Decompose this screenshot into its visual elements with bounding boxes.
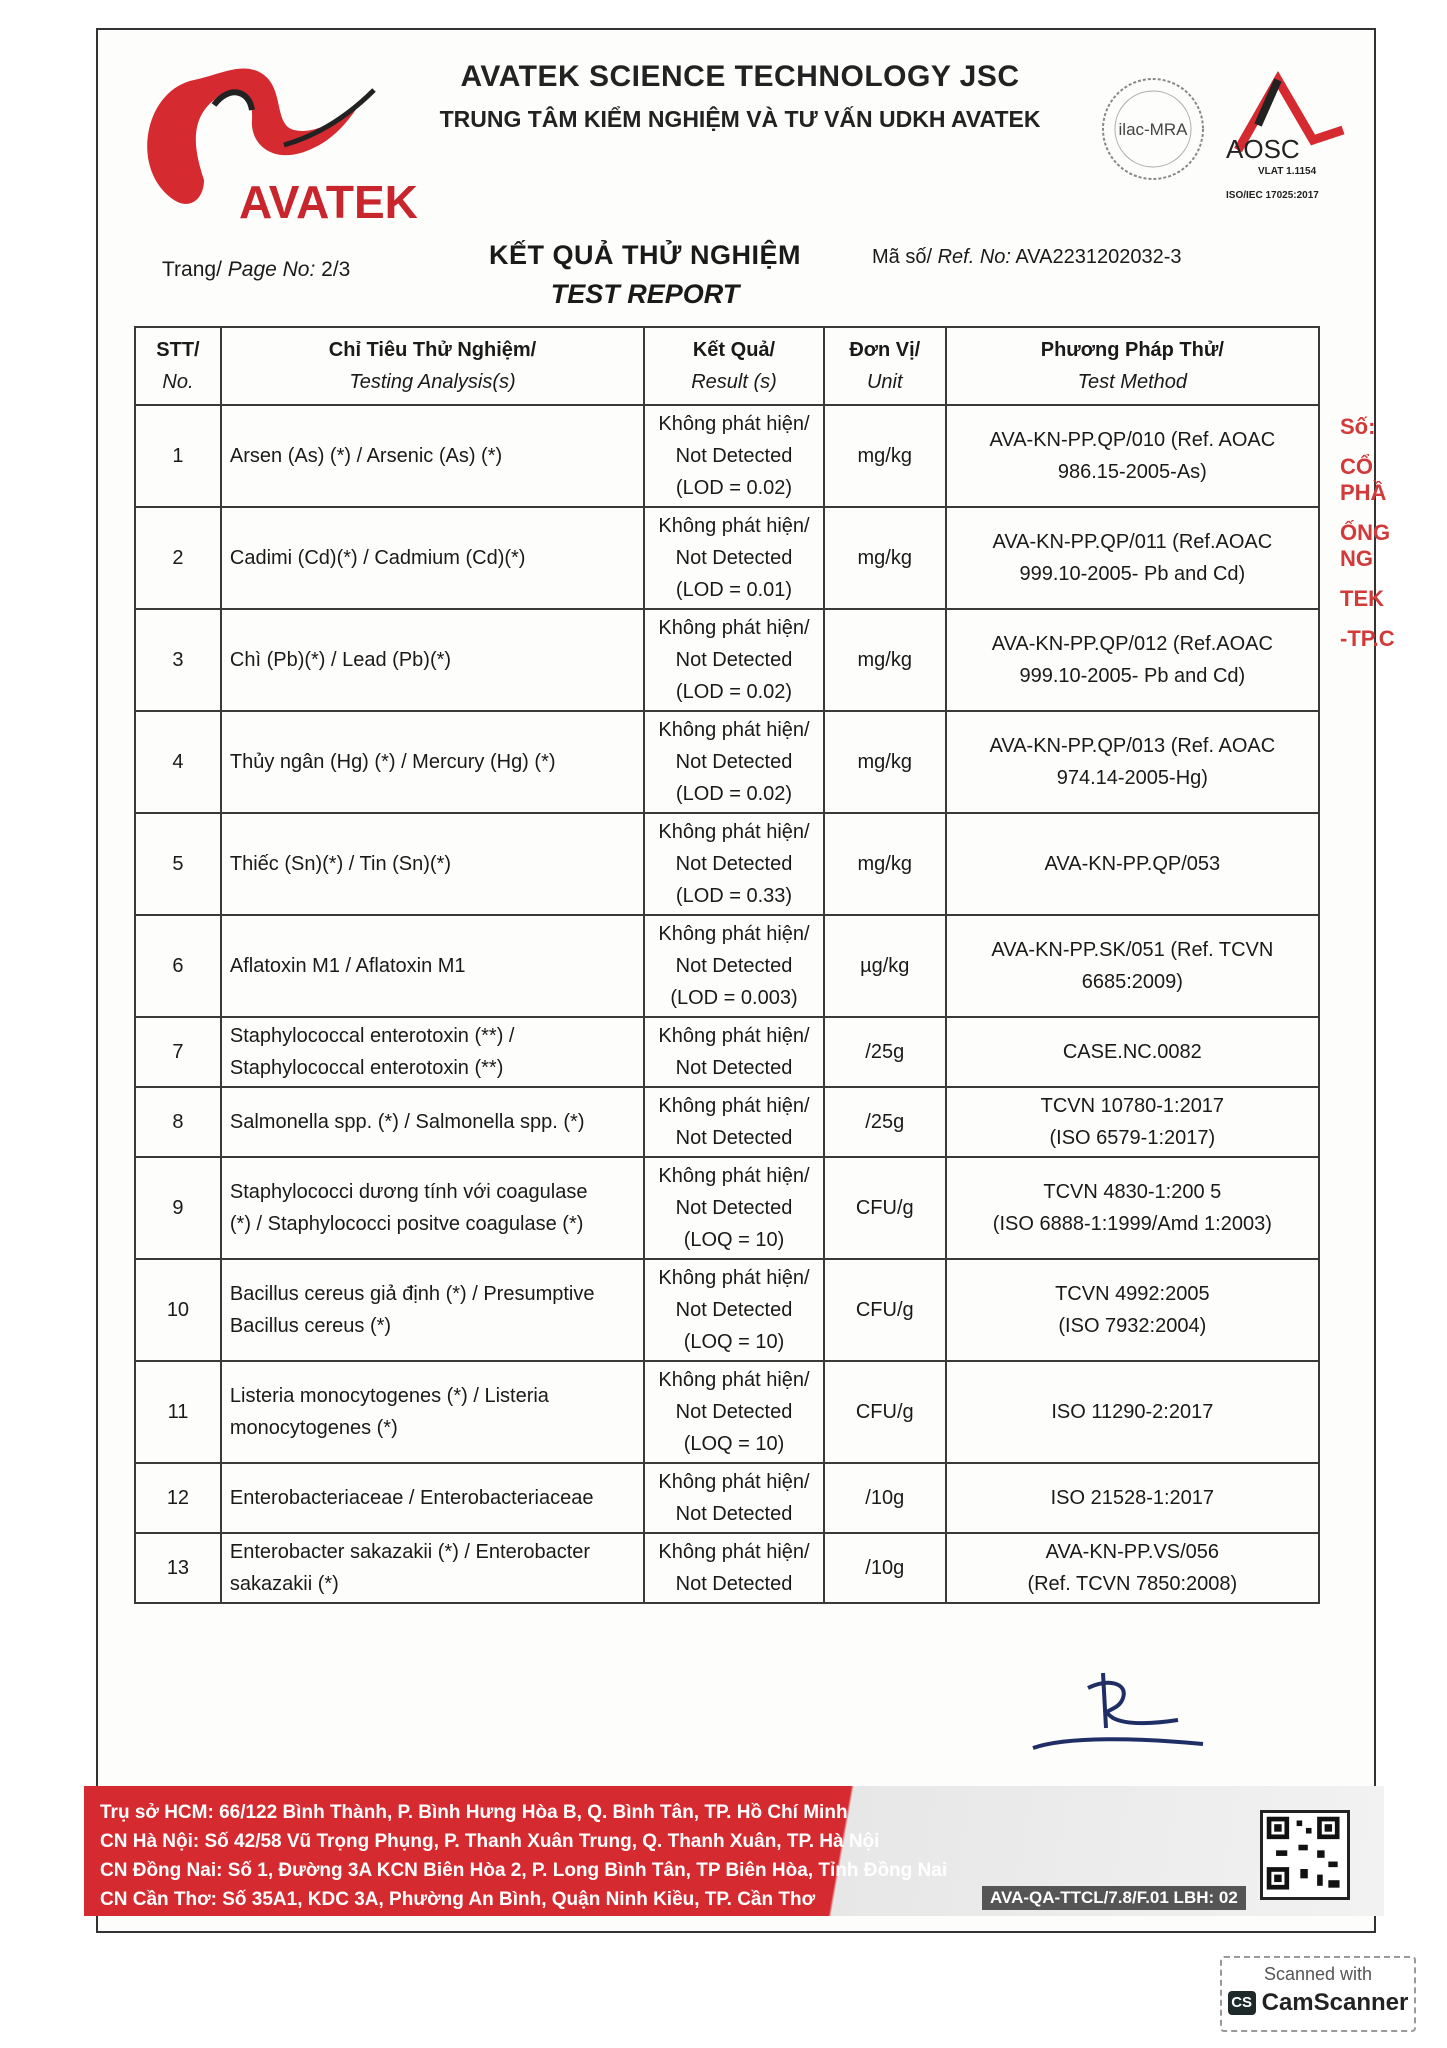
row-result-line: Not Detected: [675, 751, 793, 773]
row-unit: /25g: [824, 1017, 946, 1087]
row-result-line: (LOD = 0.01): [675, 579, 793, 601]
row-analysis: [221, 1463, 644, 1533]
row-result: [644, 915, 824, 1017]
row-unit: /25g: [824, 1087, 946, 1157]
row-unit: mg/kg: [824, 405, 946, 507]
footer-address: CN Đồng Nai: Số 1, Đường 3A KCN Biên Hòa 2, P. Long Bình Tân, TP Biên Hòa, Tỉnh Đồng Nai: [100, 1860, 948, 1881]
row-method: [946, 609, 1319, 711]
page-value: 2/3: [321, 258, 351, 281]
signature: [1028, 1668, 1208, 1768]
ref-value: AVA2231202032-3: [1015, 246, 1182, 268]
row-result-line: Không phát hiện/: [658, 719, 810, 741]
table-row: [135, 609, 1319, 711]
ref-label-en: Ref. No:: [937, 246, 1011, 268]
row-result-line: (LOD = 0.02): [675, 681, 793, 703]
stamp-line: Số:: [1340, 414, 1376, 439]
row-analysis-line: sakazakii (*): [229, 1573, 339, 1595]
row-analysis-line: Aflatoxin M1 / Aflatoxin M1: [229, 955, 466, 977]
table-row: [135, 1017, 1319, 1087]
row-method: [946, 1087, 1319, 1157]
row-analysis-line: (*) / Staphylococci positve coagulase (*): [229, 1213, 584, 1235]
row-result-line: (LOQ = 10): [683, 1331, 785, 1353]
reference-number: [872, 246, 1181, 269]
row-number: 3: [135, 609, 221, 711]
title-vi: KẾT QUẢ THỬ NGHIỆM: [489, 240, 801, 270]
table-row: [135, 405, 1319, 507]
row-result-line: Không phát hiện/: [658, 1165, 810, 1187]
row-result-line: Not Detected: [675, 1573, 793, 1595]
row-analysis: [221, 1157, 644, 1259]
report-title: [470, 240, 820, 310]
row-method: [946, 711, 1319, 813]
row-unit: CFU/g: [824, 1259, 946, 1361]
qr-code: [1260, 1810, 1350, 1900]
table-row: [135, 1533, 1319, 1603]
aosc-accreditation-mark: [1218, 70, 1358, 200]
row-unit: mg/kg: [824, 711, 946, 813]
row-number: 2: [135, 507, 221, 609]
row-analysis: [221, 813, 644, 915]
row-result-line: (LOD = 0.02): [675, 783, 793, 805]
title-en: TEST REPORT: [550, 279, 740, 309]
row-unit: µg/kg: [824, 915, 946, 1017]
row-unit: mg/kg: [824, 609, 946, 711]
row-method-line: 974.14-2005-Hg): [1056, 767, 1208, 789]
row-method: [946, 915, 1319, 1017]
row-analysis: [221, 915, 644, 1017]
row-analysis: [221, 1533, 644, 1603]
row-result-line: Không phát hiện/: [658, 1267, 810, 1289]
stamp-line: ỐNG NG: [1340, 520, 1391, 571]
row-analysis: [221, 1361, 644, 1463]
row-number: 12: [135, 1463, 221, 1533]
row-number: 6: [135, 915, 221, 1017]
row-unit: CFU/g: [824, 1157, 946, 1259]
avatek-logo: [134, 50, 418, 230]
row-result-line: Not Detected: [675, 1503, 793, 1525]
red-stamp-fragment: [1340, 400, 1400, 651]
row-analysis-line: Enterobacteriaceae / Enterobacteriaceae: [229, 1487, 594, 1509]
form-code: AVA-QA-TTCL/7.8/F.01 LBH: 02: [982, 1886, 1246, 1910]
row-result: [644, 1533, 824, 1603]
row-analysis-line: Cadimi (Cd)(*) / Cadmium (Cd)(*): [229, 547, 526, 569]
row-result-line: Not Detected: [675, 853, 793, 875]
row-method-line: ISO 11290-2:2017: [1051, 1401, 1214, 1423]
row-result: [644, 1361, 824, 1463]
page-label-en: Page No:: [227, 258, 316, 281]
row-number: 4: [135, 711, 221, 813]
header-unit: Đơn Vị/ Unit: [824, 327, 946, 405]
row-method-line: AVA-KN-PP.QP/010 (Ref. AOAC: [989, 429, 1276, 451]
row-result-line: Không phát hiện/: [658, 821, 810, 843]
row-method-line: 6685:2009): [1081, 971, 1183, 993]
company-name: AVATEK SCIENCE TECHNOLOGY JSC: [460, 60, 1020, 93]
row-method-line: TCVN 10780-1:2017: [1040, 1095, 1225, 1117]
header-method: Phương Pháp Thử/ Test Method: [946, 327, 1319, 405]
row-result: [644, 813, 824, 915]
row-result-line: Không phát hiện/: [658, 515, 810, 537]
row-result-line: Not Detected: [675, 547, 793, 569]
row-unit: mg/kg: [824, 813, 946, 915]
row-result: [644, 1157, 824, 1259]
table-row: [135, 915, 1319, 1017]
center-name: TRUNG TÂM KIỂM NGHIỆM VÀ TƯ VẤN UDKH AVATEK: [439, 106, 1041, 132]
row-method: [946, 405, 1319, 507]
row-result-line: (LOD = 0.02): [675, 477, 793, 499]
table-row: [135, 1361, 1319, 1463]
row-result-line: Not Detected: [675, 1057, 793, 1079]
row-method-line: 986.15-2005-As): [1057, 461, 1207, 483]
row-analysis-line: Staphylococci dương tính với coagulase: [229, 1181, 588, 1203]
row-analysis: [221, 405, 644, 507]
row-method: [946, 1533, 1319, 1603]
row-analysis-line: Staphylococcal enterotoxin (**): [229, 1057, 504, 1079]
row-number: 1: [135, 405, 221, 507]
row-method-line: 999.10-2005- Pb and Cd): [1019, 563, 1246, 585]
table-row: [135, 1087, 1319, 1157]
row-method-line: (ISO 7932:2004): [1058, 1315, 1207, 1337]
row-unit: CFU/g: [824, 1361, 946, 1463]
row-analysis-line: Salmonella spp. (*) / Salmonella spp. (*): [229, 1111, 585, 1133]
row-result-line: (LOQ = 10): [683, 1229, 785, 1251]
row-method-line: CASE.NC.0082: [1062, 1041, 1202, 1063]
row-result-line: (LOD = 0.33): [675, 885, 793, 907]
row-method-line: AVA-KN-PP.QP/053: [1044, 853, 1221, 875]
logo-text: AVATEK: [239, 176, 418, 228]
row-method: [946, 507, 1319, 609]
row-method-line: (ISO 6579-1:2017): [1049, 1127, 1216, 1149]
row-result-line: Không phát hiện/: [658, 1541, 810, 1563]
row-analysis-line: Staphylococcal enterotoxin (**) /: [229, 1025, 515, 1047]
aosc-text: AOSC: [1226, 134, 1300, 164]
row-number: 9: [135, 1157, 221, 1259]
footer-address: CN Hà Nội: Số 42/58 Vũ Trọng Phụng, P. Thanh Xuân Trung, Q. Thanh Xuân, TP. Hà Nội: [100, 1831, 880, 1852]
row-analysis-line: Listeria monocytogenes (*) / Listeria: [229, 1385, 549, 1407]
row-analysis-line: Arsen (As) (*) / Arsenic (As) (*): [229, 445, 503, 467]
row-method-line: (Ref. TCVN 7850:2008): [1027, 1573, 1238, 1595]
ilac-text: ilac-MRA: [1118, 120, 1188, 139]
table-row: [135, 507, 1319, 609]
row-result: [644, 1259, 824, 1361]
page-number: [162, 258, 350, 282]
row-analysis: [221, 1087, 644, 1157]
row-result-line: Not Detected: [675, 445, 793, 467]
company-header: [400, 60, 1080, 133]
row-result-line: Not Detected: [675, 955, 793, 977]
camscanner-icon: CS: [1228, 1991, 1256, 2015]
stamp-line: TEK: [1340, 586, 1384, 611]
row-result-line: Không phát hiện/: [658, 1471, 810, 1493]
row-analysis-line: Bacillus cereus giả định (*) / Presumptive: [229, 1283, 595, 1305]
results-table: [134, 326, 1320, 1604]
row-analysis-line: Thiếc (Sn)(*) / Tin (Sn)(*): [229, 853, 452, 875]
camscanner-brand-text: CamScanner: [1261, 1989, 1409, 2016]
row-result-line: (LOQ = 10): [683, 1433, 785, 1455]
row-result-line: Not Detected: [675, 1127, 793, 1149]
row-analysis: [221, 1017, 644, 1087]
row-analysis: [221, 507, 644, 609]
page-label-vi: Trang/: [162, 258, 222, 281]
row-unit: /10g: [824, 1533, 946, 1603]
row-unit: /10g: [824, 1463, 946, 1533]
header-no: STT/ No.: [135, 327, 221, 405]
row-result: [644, 1087, 824, 1157]
table-row: [135, 711, 1319, 813]
table-row: [135, 813, 1319, 915]
footer-addresses: [84, 1786, 1384, 1916]
row-method: [946, 1259, 1319, 1361]
row-result-line: Not Detected: [675, 1197, 793, 1219]
header-result: Kết Quả/ Result (s): [644, 327, 824, 405]
row-number: 10: [135, 1259, 221, 1361]
row-result-line: Not Detected: [675, 1401, 793, 1423]
row-method-line: TCVN 4830-1:200 5: [1043, 1181, 1222, 1203]
table-row: [135, 1157, 1319, 1259]
scanned-with-label: Scanned with: [1263, 1964, 1373, 1984]
row-result-line: Không phát hiện/: [658, 923, 810, 945]
row-unit: mg/kg: [824, 507, 946, 609]
row-analysis: [221, 1259, 644, 1361]
row-number: 5: [135, 813, 221, 915]
table-row: [135, 1463, 1319, 1533]
ref-label-vi: Mã số/: [872, 246, 933, 268]
row-method-line: 999.10-2005- Pb and Cd): [1019, 665, 1246, 687]
camscanner-brand: [1222, 1989, 1414, 2017]
row-number: 7: [135, 1017, 221, 1087]
row-analysis-line: Thủy ngân (Hg) (*) / Mercury (Hg) (*): [229, 751, 556, 773]
row-result-line: Không phát hiện/: [658, 1369, 810, 1391]
row-analysis-line: Bacillus cereus (*): [229, 1315, 392, 1337]
row-result: [644, 711, 824, 813]
row-result: [644, 1463, 824, 1533]
row-number: 8: [135, 1087, 221, 1157]
stamp-line: -TP.C: [1340, 626, 1395, 651]
row-result: [644, 1017, 824, 1087]
row-number: 13: [135, 1533, 221, 1603]
row-analysis-line: monocytogenes (*): [229, 1417, 398, 1439]
row-result-line: Không phát hiện/: [658, 413, 810, 435]
row-result: [644, 405, 824, 507]
row-analysis-line: Enterobacter sakazakii (*) / Enterobacter: [229, 1541, 591, 1563]
row-result-line: Không phát hiện/: [658, 1025, 810, 1047]
row-method: [946, 1463, 1319, 1533]
row-method-line: AVA-KN-PP.VS/056: [1045, 1541, 1220, 1563]
row-method-line: AVA-KN-PP.QP/011 (Ref.AOAC: [992, 531, 1273, 553]
row-result-line: Not Detected: [675, 649, 793, 671]
table-row: [135, 1259, 1319, 1361]
row-method-line: AVA-KN-PP.QP/013 (Ref. AOAC: [989, 735, 1276, 757]
aosc-vlat: VLAT 1.1154: [1258, 166, 1317, 177]
camscanner-watermark: [1220, 1956, 1416, 2032]
row-method: [946, 813, 1319, 915]
row-method-line: AVA-KN-PP.SK/051 (Ref. TCVN: [991, 939, 1274, 961]
row-method: [946, 1361, 1319, 1463]
row-analysis: [221, 609, 644, 711]
row-result-line: Không phát hiện/: [658, 1095, 810, 1117]
footer-address: CN Cần Thơ: Số 35A1, KDC 3A, Phường An Bình, Quận Ninh Kiều, TP. Cần Thơ: [100, 1889, 816, 1910]
row-result-line: (LOD = 0.003): [670, 987, 798, 1009]
row-method: [946, 1157, 1319, 1259]
stamp-line: CỔ PHẦ: [1340, 454, 1387, 505]
row-method-line: (ISO 6888-1:1999/Amd 1:2003): [992, 1213, 1272, 1235]
aosc-iso: ISO/IEC 17025:2017: [1226, 190, 1319, 201]
row-analysis-line: Chì (Pb)(*) / Lead (Pb)(*): [229, 649, 452, 671]
row-result-line: Không phát hiện/: [658, 617, 810, 639]
row-method-line: TCVN 4992:2005: [1055, 1283, 1210, 1305]
footer-address: Trụ sở HCM: 66/122 Bình Thành, P. Bình Hưng Hòa B, Q. Bình Tân, TP. Hồ Chí Minh: [100, 1802, 848, 1823]
row-method-line: AVA-KN-PP.QP/012 (Ref.AOAC: [991, 633, 1273, 655]
row-method-line: ISO 21528-1:2017: [1050, 1487, 1215, 1509]
row-result-line: Not Detected: [675, 1299, 793, 1321]
row-analysis: [221, 711, 644, 813]
row-number: 11: [135, 1361, 221, 1463]
row-method: [946, 1017, 1319, 1087]
row-result: [644, 609, 824, 711]
ilac-mra-seal: [1098, 74, 1208, 184]
row-result: [644, 507, 824, 609]
header-analysis: Chỉ Tiêu Thử Nghiệm/ Testing Analysis(s): [221, 327, 644, 405]
table-header-row: [135, 327, 1319, 405]
